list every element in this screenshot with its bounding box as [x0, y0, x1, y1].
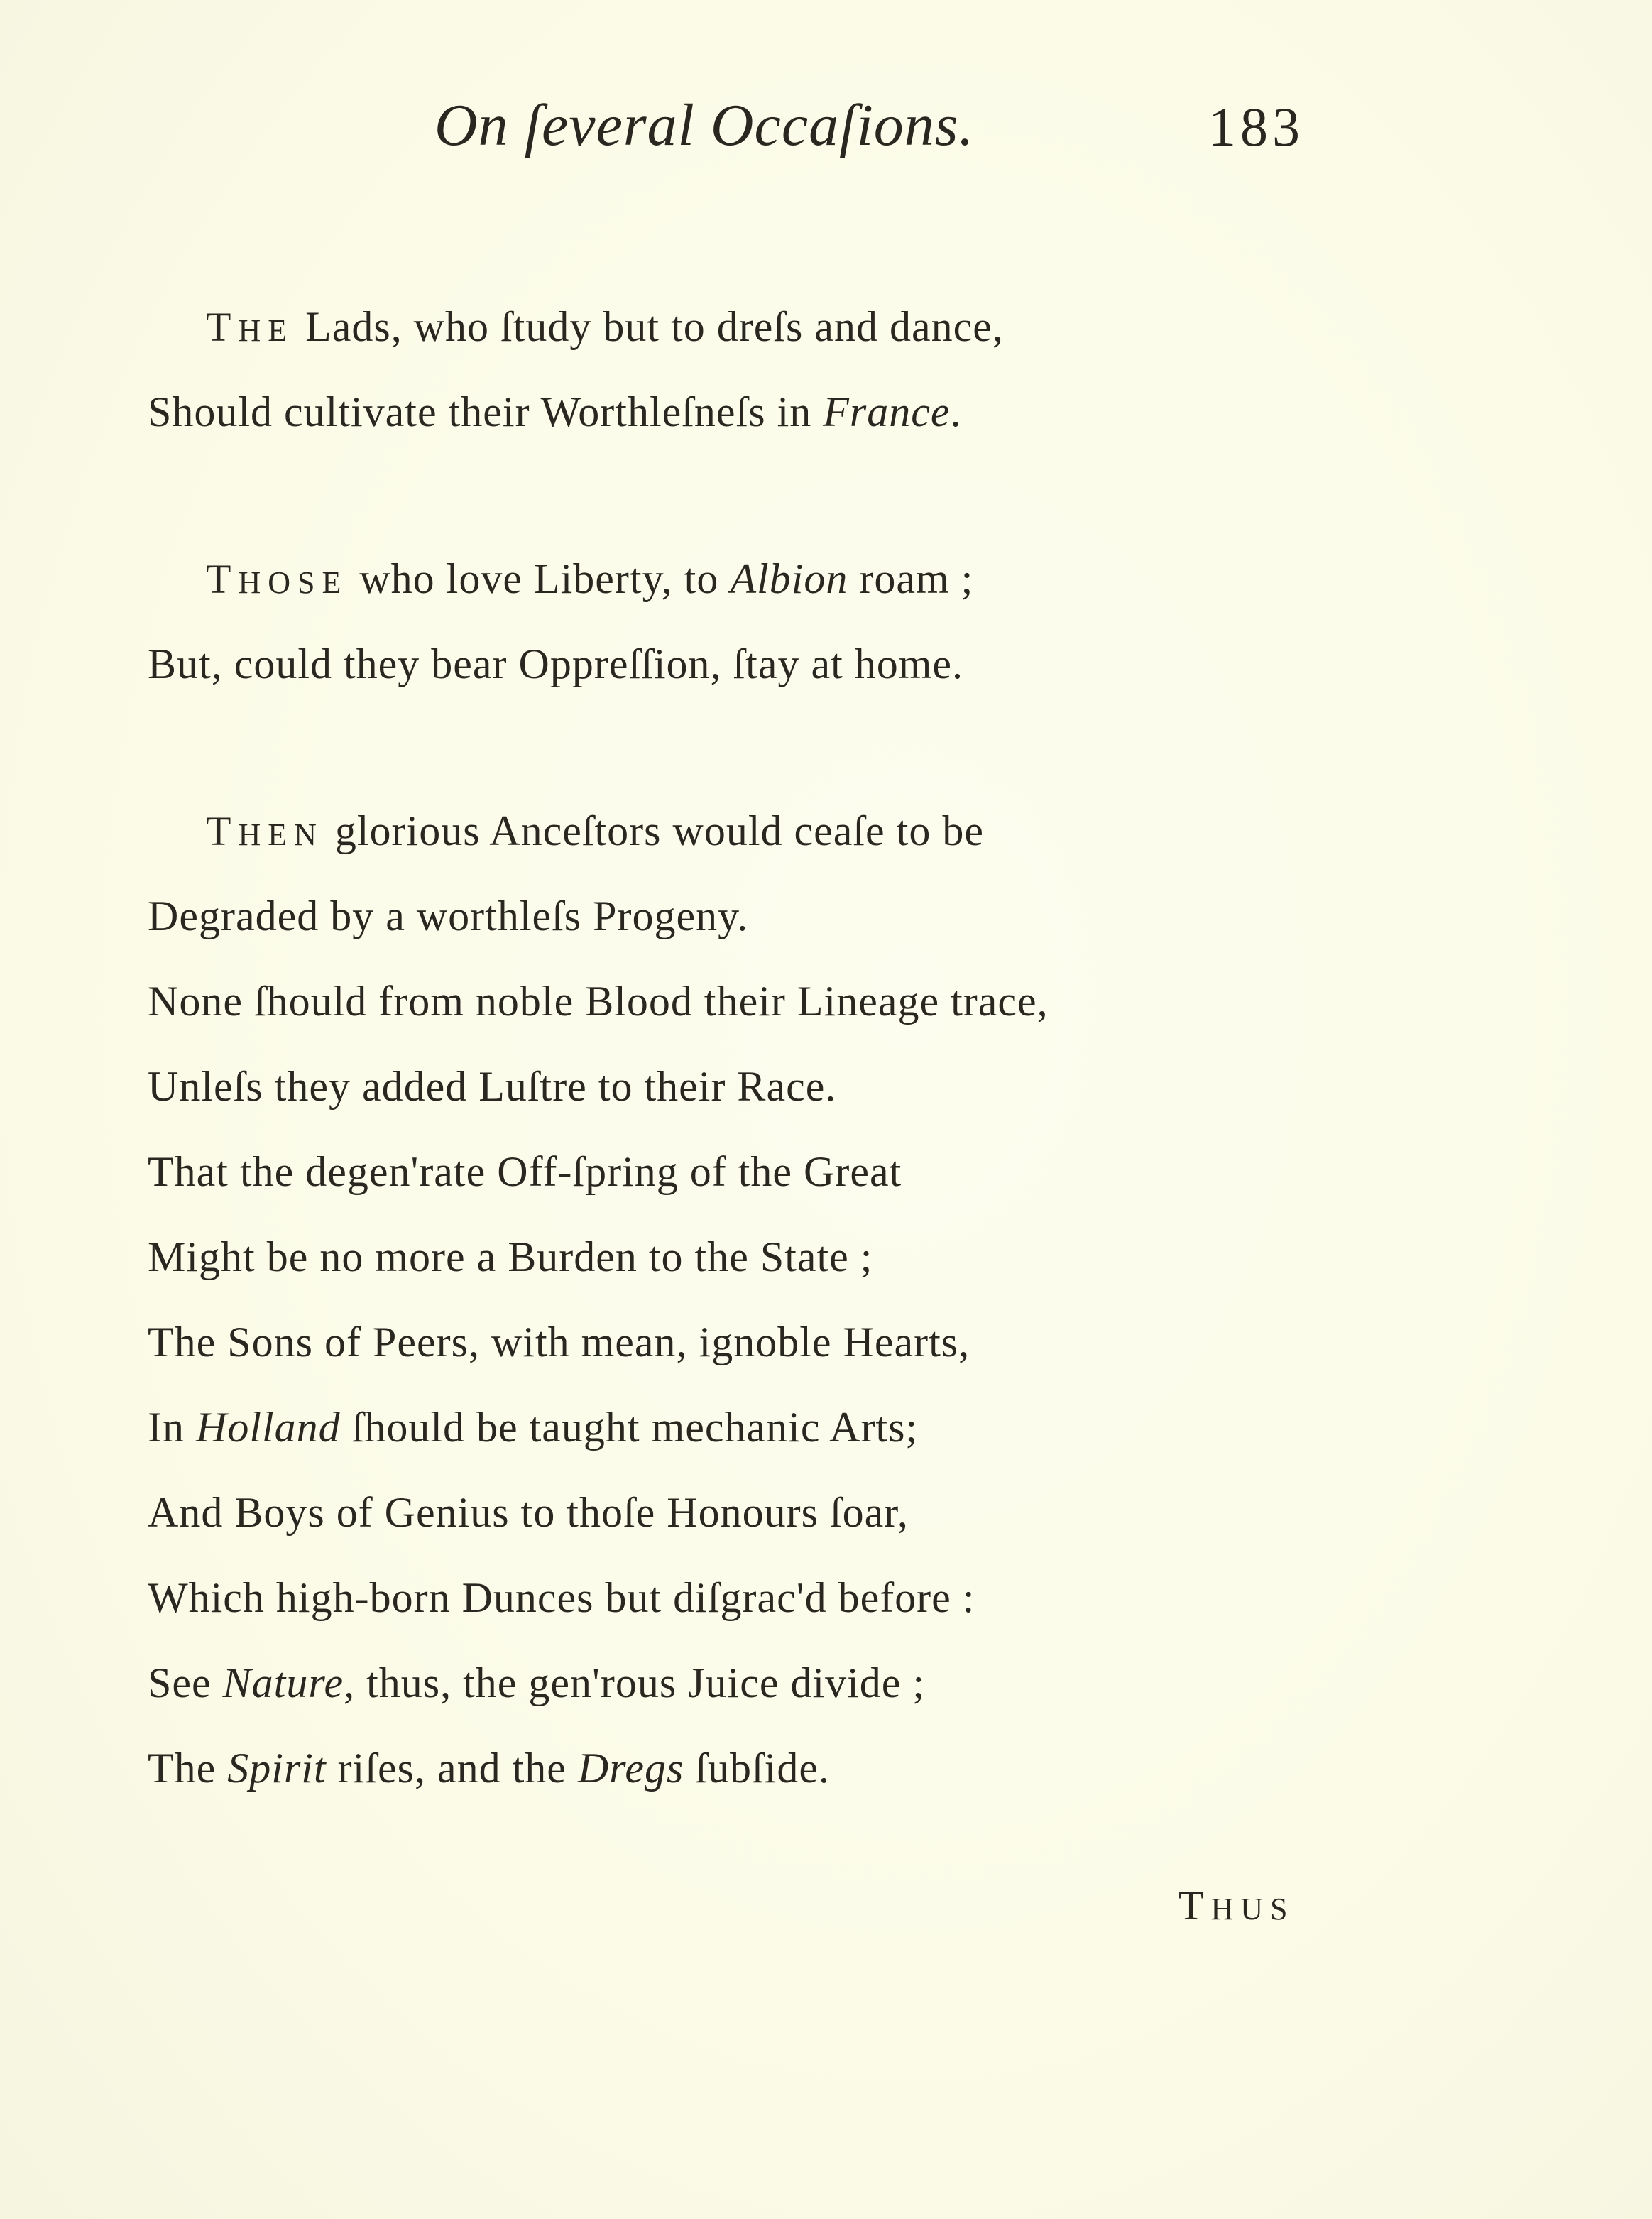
line-text: thus, the gen'rous Juice divide ;	[355, 1659, 926, 1706]
italic-word: Albion	[730, 555, 848, 602]
italic-word: Dregs	[577, 1745, 684, 1792]
line-text: But, could they bear Oppreſſion, ſtay at home.	[148, 640, 964, 687]
poem-line	[148, 1044, 1497, 1129]
line-text: glorious Anceſtors would ceaſe to be	[323, 807, 984, 854]
line-text: Lads, who ſtudy but to dreſs and dance,	[294, 303, 1004, 350]
poem-line	[148, 788, 1497, 873]
line-text: Which high-born Dunces but diſgrac'd before :	[148, 1574, 975, 1621]
line-text: .	[950, 388, 962, 435]
italic-word: Nature,	[222, 1659, 356, 1706]
running-head	[0, 91, 1652, 169]
line-text: Might be no more a Burden to the State ;	[148, 1233, 873, 1280]
small-caps-opening: THE	[206, 304, 295, 350]
poem-line	[148, 1299, 1497, 1385]
italic-word: France	[823, 388, 951, 435]
poem-line	[148, 873, 1497, 959]
poem-line	[148, 1129, 1497, 1214]
line-text: None ſhould from noble Blood their Lineage trace,	[148, 978, 1049, 1025]
poem-line	[148, 536, 1497, 621]
italic-word: Spirit	[227, 1745, 327, 1792]
line-text: ſubſide.	[684, 1745, 830, 1792]
poem-line	[148, 959, 1497, 1044]
small-caps-opening: THOSE	[206, 556, 349, 602]
catchword: THUS	[1178, 1882, 1295, 1929]
line-text: And Boys of Genius to thoſe Honours ſoar,	[148, 1489, 909, 1536]
line-text: In	[148, 1404, 196, 1451]
line-text: The	[148, 1745, 228, 1792]
poem-line	[148, 1385, 1497, 1470]
stanza	[148, 536, 1497, 707]
poem-line	[148, 1725, 1497, 1811]
poem-line	[148, 369, 1497, 454]
stanza	[148, 284, 1497, 454]
line-text: roam ;	[848, 555, 974, 602]
poem-line	[148, 1214, 1497, 1299]
poem-text	[148, 284, 1497, 1892]
line-text: who love Liberty, to	[348, 555, 731, 602]
stanza	[148, 788, 1497, 1811]
poem-line	[148, 1470, 1497, 1555]
running-title: On ſeveral Occaſions.	[434, 92, 975, 158]
line-text: The Sons of Peers, with mean, ignoble Hearts,	[148, 1319, 970, 1365]
poem-line	[148, 284, 1497, 369]
line-text: riſes, and the	[326, 1745, 578, 1792]
line-text: See	[148, 1659, 223, 1706]
line-text: Degraded by a worthleſs Progeny.	[148, 893, 749, 939]
line-text: Should cultivate their Worthleſneſs in	[148, 388, 824, 435]
poem-line	[148, 621, 1497, 707]
line-text: Unleſs they added Luſtre to their Race.	[148, 1063, 837, 1110]
page-number: 183	[1208, 96, 1304, 158]
small-caps-opening: THEN	[206, 808, 324, 854]
italic-word: Holland	[195, 1404, 341, 1451]
line-text: ſhould be taught mechanic Arts;	[340, 1404, 919, 1451]
poem-line	[148, 1555, 1497, 1640]
line-text: That the degen'rate Off-ſpring of the Great	[148, 1148, 902, 1195]
poem-line	[148, 1640, 1497, 1725]
